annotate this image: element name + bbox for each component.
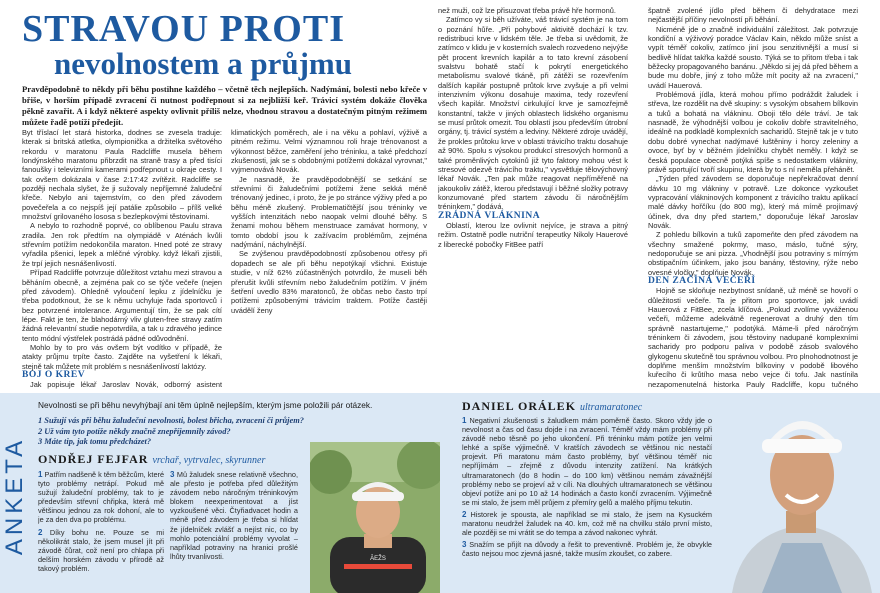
text-column-2 xyxy=(231,128,427,390)
respondent-1-answers-b xyxy=(170,470,298,590)
answer xyxy=(462,510,712,537)
paragraph: Nicméně jde o značně individuální záležitost. Jak potvrzuje kondiční a výživový poradce Václav Kain, někdo může sníst a vypít téměř cokoliv, zatímco jiní jsou senzitivnější a musí si bedlivě hlídat takřka každé sousto. Týká se to přitom třeba i tak běžecky propagovaného banánu. „Někdo si jej dá před během a bude mu dobře, jiný z toho může mít pocity až na zvracení," uvádí Hauerová. xyxy=(648,24,858,90)
survey-questions xyxy=(38,416,348,448)
section-heading: BOJ O KREV xyxy=(22,369,86,380)
question-item: 1 Sužují vás při běhu žaludeční nevolnosti, bolest břicha, zvracení či průjem? xyxy=(38,416,304,425)
paragraph: „Týden před závodem se doporučuje nepřekračovat denní dávku 10 mg vlákniny v potravě. Lze dokonce vyzkoušet vypracování vlákninových komponent z trávicího traktu aplikací malé dávky hořčíku (do 800 mg), který má mírně projímavý účinek, dva dny před startem," doporučuje lékař Jaroslav Novák. xyxy=(648,174,858,230)
answer xyxy=(38,528,164,573)
paragraph: Je nasnadě, že pravděpodobnější se setkání se střevními či žaludečními potížemi žene sekká méně trénovaný jedinec, i proto, že je po stránce výživy před a po běhu méně zkušený. Problematičtější jsou tréninky ve vyšších intenzitách nebo naopak velmi dlouhé běhy. S ženami mohou během menstruace zamávat hormony, v tomto období jsou k zažívacím problémům, zejména nadýmání, náchylnější. xyxy=(231,174,427,250)
respondent-2-answers xyxy=(462,416,712,592)
section-heading: DEN ZAČÍNÁ VEČEŘÍ xyxy=(648,275,756,286)
text-column-3 xyxy=(438,6,628,390)
answer xyxy=(462,540,712,558)
answer-number: 1 xyxy=(462,416,467,425)
answer-number: 3 xyxy=(170,470,175,479)
answer-text: Historek je spousta, ale například se mi stalo, že jsem na Kysuckém maratonu neudržel žaludek na 40. km, což mě na chvilku stálo první místo, ale později se mi vrátit se do tempa a závod nakonec vyhrát. xyxy=(462,509,712,538)
respondent-2-photo xyxy=(722,393,880,593)
answer xyxy=(462,416,712,507)
answer-text: Patřím nadšeně k těm běžcům, které tyto problémy netrápí. Pokud mě sužují žaludeční problémy, tak to je především střevní chřipka, která mě většinou jednou za rok dohoní, ale to je za den dva po problému. xyxy=(38,470,164,525)
respondent-1-photo xyxy=(310,442,440,593)
paragraph: klimatických poměrech, ale i na věku a pohlaví, výživě a pitném režimu. Velmi významnou roli hraje trénovanost a výkonnost běžce, zaměření jeho tréninku, a také předchozí zkušenosti, jak se s obdobnými potížemi dokázal vyrovnat," vyjmenovává Novák. xyxy=(231,128,427,175)
respondent-1-answers-a xyxy=(38,470,164,590)
article-lead: Pravděpodobně to někdy při běhu postihne každého – včetně těch nejlepších. Nadýmání, bolesti nebo křeče v břiše, v horším případě zvracení či nutnost podřepnout si za nejbližší keř. Trávicí systém dokáže člověka pěkně zavařit. A i když některé aspekty ovlivnit příliš nelze, vhodnou stravou a dostatečným pitným režimem můžete řadě potíží předejít. xyxy=(22,84,427,127)
paragraph: Zatímco vy si běh užíváte, váš trávicí systém je na tom o poznání hůře. „Při pohybové aktivitě dochází k tzv. redistribuci krve v lidském těle. Je třeba si uvědomit, že zatímco v klidu je v kosterních svalech rozvedeno nejvýše pět procent krevních kapilár a to tato krevní zásobení svalstvu bohatě stačí k pokrytí energetického metabolismu svalové tkáně, při zátěži se rozevřením dalších kapilár postupně průtok krve zvyšuje a při velmi intenzivním výkonu dosahuje maxima, tedy rozevření všech kapilár. Množství cirkulující krve je samozřejmě konstantní, takže v jiných oblastech lidského organismu se musí průtok omezit. Tou oblastí jsou především útrobní orgány, tj. trávicí systém a ledviny. Některé zdroje uvádějí, že prokles průtoku krve v oblasti trávicího traktu dosahuje až 90%. Spolu s výsokou produkcí stresových hormonů a také proměnlivých cytokinů již tyto faktory mohou vést k stresové odezvě trávicího traktu," vysvětluje tělovýchovný lékař Novák. „Ten pak může reagovat nepříměřeně na jakoukoliv zátěž, kterou představují i běžné složky potravy konzumované před startem závodu či náročnějším tréninkem," dodává. xyxy=(438,15,628,212)
paragraph: Byt tříslací let stará historka, dodnes se zvesela traduje: kterak si britská atletka, olympionička a držitelka světového rekordu v maratonu Paula Radcliffe musela během londýnského maratonu přibrzdit na straně trasy a před tisíci fanoušky i televizními kamerami podřepnout u okraje cesty. I tak ovšem dokázala v čase 2:17:42 zvítězit. Radcliffe se později nechala slyšet, že ji sužovaly nepříjemné žaludeční křeče. Nebylo ani tajemstvím, co den před závodem povečeřela a co nejspíš její patálie způsobilo – přílš velké množství grilovaného lososa s bezlepkovými těstovinami. xyxy=(22,128,222,222)
section-heading: ZRÁDNÁ VLÁKNINA xyxy=(438,210,541,221)
respondent-role: ultramaratonec xyxy=(580,402,643,413)
respondent-name: ONDŘEJ FEJFAR xyxy=(38,452,149,466)
text-column-4 xyxy=(648,6,858,390)
paragraph: Oblastí, kterou lze ovlivnit nejvíce, je strava a pitný režim. Ostatně podle nutriční terapeutky Nikoly Hauerové z liberecké pobočky FitBee patří xyxy=(438,220,628,249)
answer-text: Mû žaludek snese relativně všechno, ale přesto je potřeba před důležitým závodem nebo náročným tréninkovým blokem neexperimentovat a jíst vyzkoušené věci. Čtyřiadvacet hodin a méně před závodem je třeba si hlídat že jídelníček zvlášť a nejíst nic, co by mohlo potenciální problémy vyvolat – například potraviny na hranici prošlé lhůty trvanlivosti. xyxy=(170,470,298,561)
paragraph: špatně zvolené jídlo před během či dehydratace mezi nejčastější příčiny nevolností při běhání. xyxy=(648,6,858,25)
paragraph: A nebylo to rozhodně poprvé, co oblíbenou Paulu strava zradila. Jen rok předtím na olympiádě v Aténách kvůli střevním potížím nedokončila maraton. Hned poté ze stravy vyřadila pšenici, lepek a mléčné výrobky. když lékaři zjistili, že trpí jejich nesnášenlivostí. xyxy=(22,221,222,268)
respondent-role: vrchař, vytrvalec, skyrunner xyxy=(152,455,266,466)
respondent-2-name xyxy=(462,399,642,414)
question-item: 2 Už vám tyto potíže někdy značně znepříjemnily závod? xyxy=(38,426,231,436)
answer-text: Negativní zkušenosti s žaludkem mám poměrně často. Skoro vždy jde o nevolnost a čas od času dojde i na zvracení. Téměř vždy mám problémy při závodě nebo těsně po jeho ukončení. Při tréninku mám potíže jen velmi lehké a spíše výjimečně. V kratších závodech se většinou nic nestačí projevit. Při maratonu mám často problémy, byť většinou téměř nic nepříjímám – zřejmě z důvodu intenzity zatížení. Na krátkých ultramaratonech (do 8 hodin – do 100 km) většinou nemám závažnější problémy nebo se projeví až v cíli. Na dlouhých ultramaratonech se většinou objeví potíže ani po 10 až 14 hodinách a často končí zvracením. Výjimečně se mi stalo, že jsem měl průjem z přemíry gelů a malého příjmu tekutin. xyxy=(462,416,712,507)
article-title: STRAVOU PROTI xyxy=(22,8,345,50)
question-item: 3 Máte tip, jak tomu předcházet? xyxy=(38,437,152,447)
respondent-name: DANIEL ORÁLEK xyxy=(462,399,577,413)
text-column-1 xyxy=(22,128,222,390)
runner-photo-illustration xyxy=(722,393,880,593)
answer xyxy=(38,470,164,525)
answer-text: Snažím se přijít na důvody a řešit to preventivně. Problém je, že obvykle často nejsou moc zjevná jasné, takže musím zkoušet, co zabere. xyxy=(462,540,712,559)
paragraph: Z pohledu bílkovin a tuků zapomeňte den před závodem na všechny smažené pokrmy, maso, máslo, tučné sýry, nedoporučuje se ani pizza. „Vhodnější jsou potraviny s mírným obstipačním účinkem, jako jsou banány, těstoviny, rýže nebo ovesné vločky," doplňuje Novák. xyxy=(648,230,858,277)
paragraph: Problémová jídla, která mohou přímo podráždit žaludek i střeva, lze rozdělit na dvě skupiny: s vysokým obsahem bílkovin a tuků a bohatá na vlákninu. Oboji tělo déle tráví. Je tak nasnadě, že výhodnější volbou je cokoliv dobře stravitelného, ideálně na podkladě komplexních sacharidů. Stejně tak je v tuto dobu dobré vynechat nadýmavé luštěniny i horcy zeleniny a ovoce, byť by v běžném jídelníčku chybět neměly. I když se česká populace obecně potýká spíše s nedostatkem vlákniny, právě sportující tvoří skupinu, která by to s ní neměla přehánět. xyxy=(648,90,858,174)
answer-number: 2 xyxy=(462,509,467,519)
paragraph: Mohlo by to pro vás ovšem být vodítko v případě, že atakty průjmu trpíte často. Zajděte na vyšetření k lékaři, stejně tak můžete mít problém s nesnášenlivostí laktózy. xyxy=(22,342,222,371)
answer-text: Díky bohu ne. Pouze se mi několikrát stalo, že jsem musel jít při závodě čůrat, což není pro chlapa při delším horském závodu v přírodě až takový problém. xyxy=(38,527,164,573)
paragraph: Hojně se skloňuje nezbytnost snídaně, už méně se hovoří o důležitosti večeře. Ta je přitom pro sportovce, jak uvádí Hauerová z FitBee, zcela klíčová. „Pokud zvolíme vyváženou večeři, můžeme adekvátně regenerovat a druhý den tím správně nastartujeme," podotýká. Máme-li před náročným tréninkem či závodem, jsou těstoviny nadupané komplexními sacharidy pro podporu paliva v podobě zásob svalového glykogenu skutečně tou správnou volbou. Pro plnohodnotnost je doplňme menším množstvím bílkoviny v podobě libového kuřecího či krůtího masa nebo vejce či tofu. Jak nastínila nezapomenutelná historka Pauly Radcliffe, kopu tučného xyxy=(648,286,858,389)
runner-photo-illustration xyxy=(310,442,440,593)
paragraph: než muži, což lze přisuzovat třeba právě hře hormonů. xyxy=(438,6,616,15)
answer-number: 2 xyxy=(38,527,43,537)
answer-number: 3 xyxy=(462,540,467,550)
survey-label-text: ANKETA xyxy=(1,436,28,556)
paragraph: Jak popisuje lékař Jaroslav Novák, odborný asistent xyxy=(30,380,222,390)
shirt-logo: ĀEŽS xyxy=(370,556,386,562)
paragraph: Případ Radcliffe potvrzuje důležitost vztahu mezi stravou a běháním obecně, a zejména pak co se týče večeře (nejen před závodem). Ohledně vyloučení lepku z jídelníčku je třeba podotknout, že se k němu uchyluje řada sportovců i bez potvrzené intolerance. Argumentují tím, že se pak cítí lépe. Fakt je ten, že blahodárný vliv gluten-free stravy zatím žádná relevantní studie nepotvrdila, a tak u zdravého jedince tento módní výstřelek postrádá pádné odůvodnění. xyxy=(22,268,222,343)
answer-number: 1 xyxy=(38,470,43,479)
paragraph: Se zvýšenou pravděpodobností způsobenou otřesy při dopadech se ale při běhu nepotýkají všichni. Existuje studie, v níž 62% zúčastněných potvrdilo, že museli běh přerušit kvůli střevním nebo žaludečním potížím. V jiném šetření uvedlo 83% maratonců, že občas nebo často trpí potížemi způsobenými trávicím traktem. Potíže častěji uvádělí ženy xyxy=(231,249,427,315)
survey-intro: Nevolnosti se při běhu nevyhýbají ani těm úplně nejlepším, kterým jsme položili pár otázek. xyxy=(38,400,373,410)
respondent-1-name xyxy=(38,452,265,467)
article-subtitle: nevolnostem a průjmu xyxy=(54,46,352,81)
answer xyxy=(170,470,298,561)
survey-label xyxy=(2,402,32,577)
